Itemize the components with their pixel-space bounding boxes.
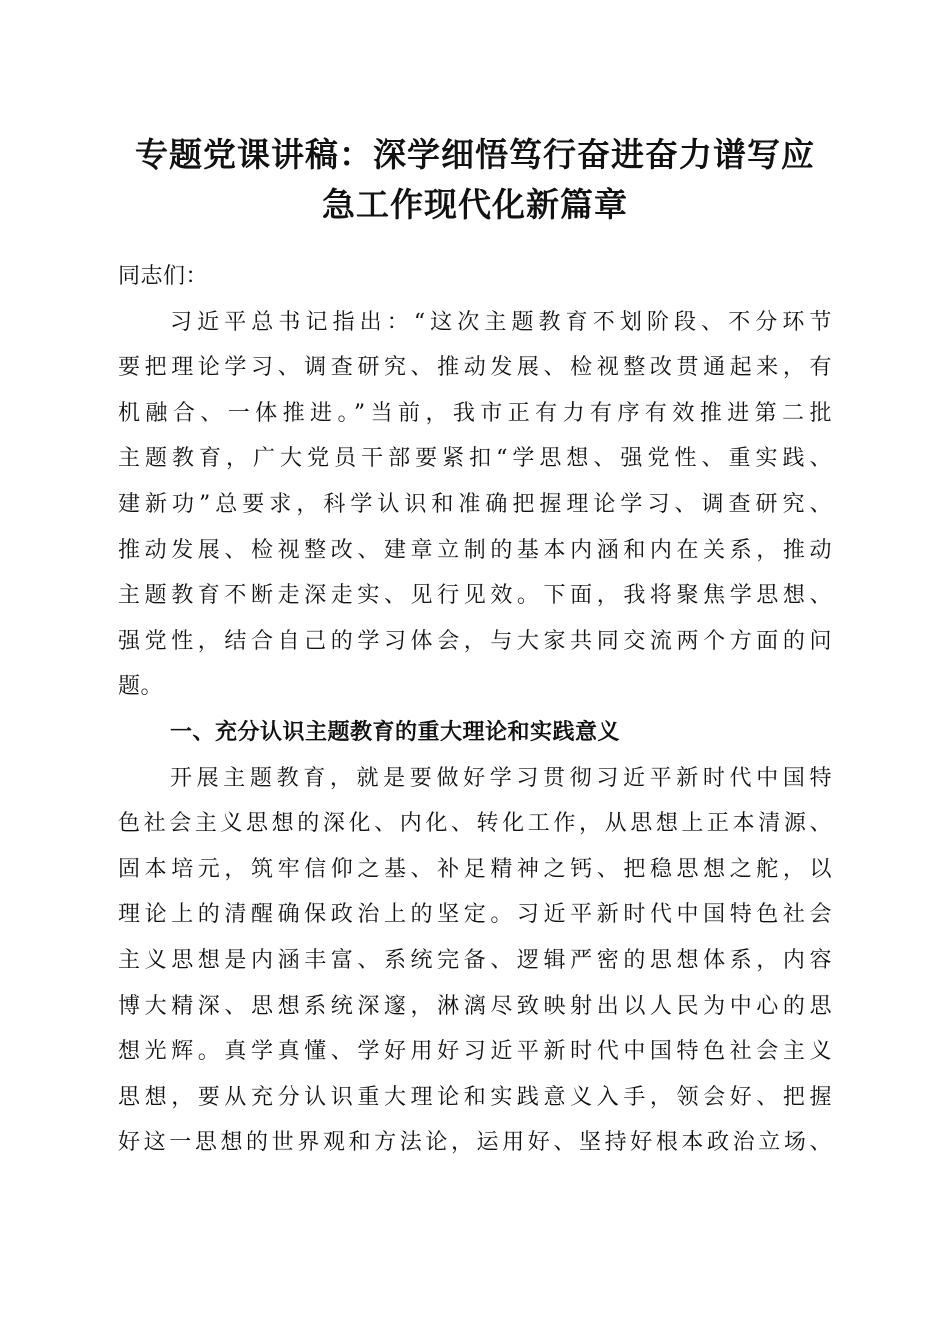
- paragraph-line: 博大精深、思想系统深邃，淋漓尽致映射出以人民为中心的思: [118, 993, 832, 1019]
- salutation: 同志们：: [118, 264, 209, 289]
- paragraph-line: 习近平总书记指出：“这次主题教育不划阶段、不分环节: [170, 309, 832, 335]
- paragraph-line: 要把理论学习、调查研究、推动发展、检视整改贯通起来，有: [118, 355, 832, 381]
- document-body: [118, 254, 832, 1166]
- section-heading-1: 一、充分认识主题教育的重大理论和实践意义: [170, 719, 621, 745]
- title-line-2: 急工作现代化新篇章: [322, 185, 628, 224]
- title-line-1: 专题党课讲稿：深学细悟笃行奋进奋力谱写应: [135, 135, 815, 174]
- paragraph-line: 建新功”总要求，科学认识和准确把握理论学习、调查研究、: [118, 491, 832, 517]
- paragraph-line: 思想，要从充分认识重大理论和实践意义入手，领会好、把握: [118, 1084, 832, 1110]
- paragraph-line: 固本培元，筑牢信仰之基、补足精神之钙、把稳思想之舵，以: [118, 856, 832, 882]
- paragraph-line: 主题教育不断走深走实、见行见效。下面，我将聚焦学思想、: [118, 583, 832, 609]
- paragraph-line: 强党性，结合自己的学习体会，与大家共同交流两个方面的问: [118, 628, 832, 654]
- paragraph-line: 推动发展、检视整改、建章立制的基本内涵和内在关系，推动: [118, 537, 832, 563]
- paragraph-line: 好这一思想的世界观和方法论，运用好、坚持好根本政治立场、: [118, 1130, 832, 1156]
- paragraph-line: 主题教育，广大党员干部要紧扣“学思想、强党性、重实践、: [118, 446, 832, 472]
- document-title: [118, 130, 832, 230]
- paragraph-line: 题。: [118, 674, 164, 700]
- paragraph-section-1: [118, 756, 832, 1166]
- paragraph-line: 想光辉。真学真懂、学好用好习近平新时代中国特色社会主义: [118, 1039, 832, 1065]
- paragraph-intro: [118, 300, 832, 710]
- paragraph-line: 主义思想是内涵丰富、系统完备、逻辑严密的思想体系，内容: [118, 947, 832, 973]
- paragraph-line: 机融合、一体推进。”当前，我市正有力有序有效推进第二批: [118, 400, 832, 426]
- paragraph-line: 色社会主义思想的深化、内化、转化工作，从思想上正本清源、: [118, 811, 832, 837]
- paragraph-line: 理论上的清醒确保政治上的坚定。习近平新时代中国特色社会: [118, 902, 832, 928]
- paragraph-line: 开展主题教育，就是要做好学习贯彻习近平新时代中国特: [170, 765, 832, 791]
